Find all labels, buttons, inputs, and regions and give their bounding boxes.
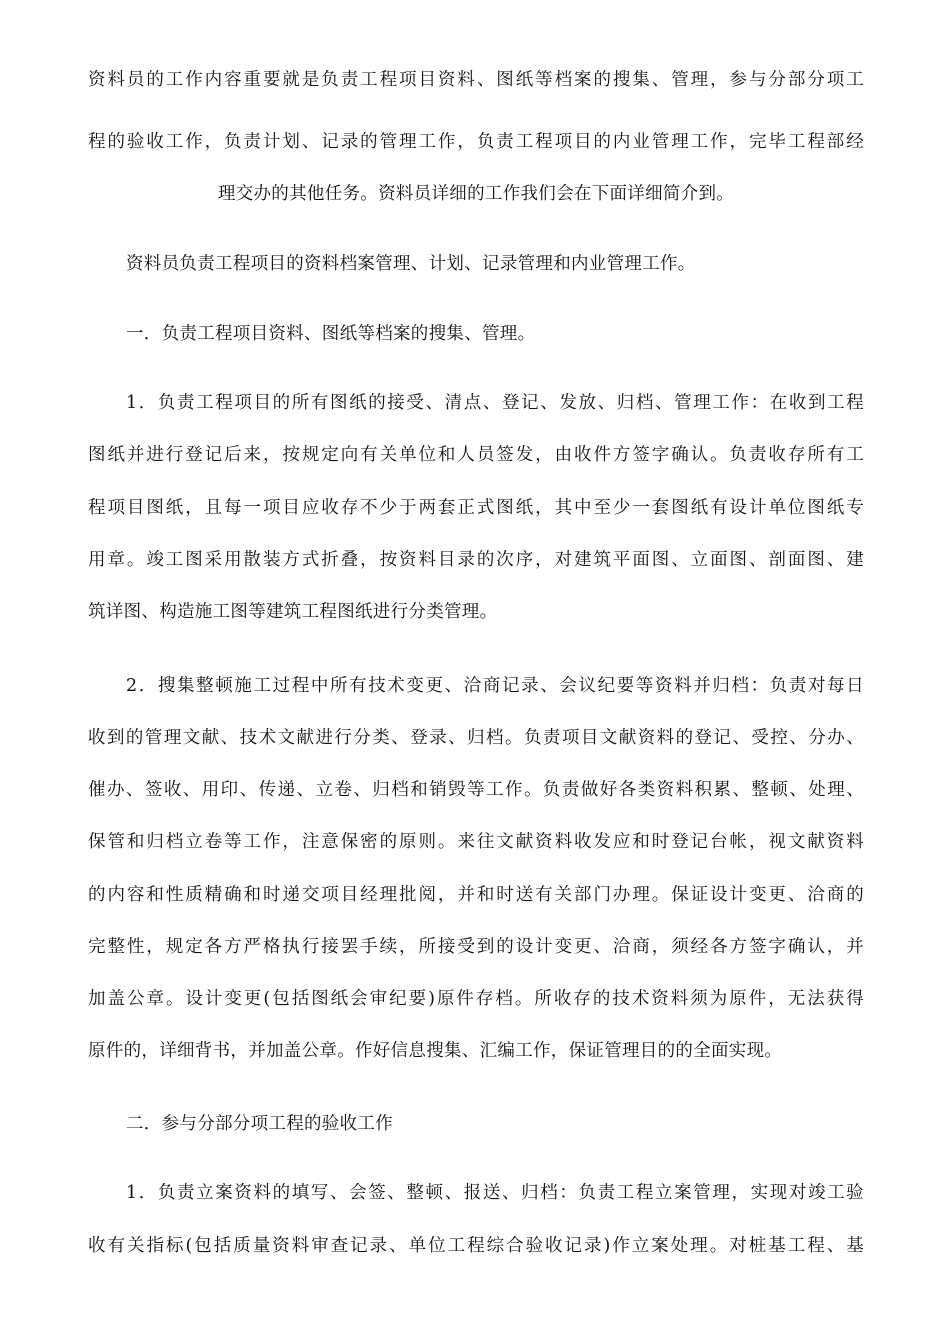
paragraph-line: 用章。竣工图采用散装方式折叠，按资料目录的次序，对建筑平面图、立面图、剖面图、建 bbox=[88, 550, 864, 570]
intro-line: 资料员的工作内容重要就是负责工程项目资料、图纸等档案的搜集、管理，参与分部分项工 bbox=[88, 70, 864, 90]
paragraph-line: 原件的，详细背书，并加盖公章。作好信息搜集、汇编工作，保证管理目的的全面实现。 bbox=[88, 1041, 783, 1061]
section-heading: 二．参与分部分项工程的验收工作 bbox=[126, 1114, 393, 1134]
paragraph-line: 完整性，规定各方严格执行接罢手续，所接受到的设计变更、洽商，须经各方签字确认，并 bbox=[88, 937, 864, 957]
paragraph-line: 收有关指标(包括质量资料审查记录、单位工程综合验收记录)作立案处理。对桩基工程、基 bbox=[88, 1236, 864, 1256]
paragraph-line: 加盖公章。设计变更(包括图纸会审纪要)原件存档。所收存的技术资料须为原件，无法获得 bbox=[88, 989, 864, 1009]
paragraph-line: 保管和归档立卷等工作，注意保密的原则。来往文献资料收发应和时登记台帐，视文献资料 bbox=[88, 832, 864, 852]
paragraph-line: 催办、签收、用印、传递、立卷、归档和销毁等工作。负责做好各类资料积累、整顿、处理、 bbox=[88, 780, 864, 800]
section-heading: 一．负责工程项目资料、图纸等档案的搜集、管理。 bbox=[126, 324, 536, 344]
paragraph-line: 的内容和性质精确和时递交项目经理批阅，并和时送有关部门办理。保证设计变更、洽商的 bbox=[88, 885, 864, 905]
intro-line: 程的验收工作，负责计划、记录的管理工作，负责工程项目的内业管理工作，完毕工程部经 bbox=[88, 132, 864, 152]
paragraph-line: 2．搜集整顿施工过程中所有技术变更、洽商记录、会议纪要等资料并归档：负责对每日 bbox=[126, 676, 864, 696]
paragraph-line: 1．负责立案资料的填写、会签、整顿、报送、归档：负责工程立案管理，实现对竣工验 bbox=[126, 1183, 864, 1203]
paragraph-line: 程项目图纸，且每一项目应收存不少于两套正式图纸，其中至少一套图纸有设计单位图纸专 bbox=[88, 498, 864, 518]
paragraph-line: 筑详图、构造施工图等建筑工程图纸进行分类管理。 bbox=[88, 602, 498, 622]
paragraph-line: 图纸并进行登记后来，按规定向有关单位和人员签发，由收件方签字确认。负责收存所有工 bbox=[88, 445, 864, 465]
intro-line: 理交办的其他任务。资料员详细的工作我们会在下面详细简介到。 bbox=[217, 184, 735, 204]
paragraph-line: 1．负责工程项目的所有图纸的接受、清点、登记、发放、归档、管理工作：在收到工程 bbox=[126, 393, 864, 413]
summary-line: 资料员负责工程项目的资料档案管理、计划、记录管理和内业管理工作。 bbox=[126, 254, 696, 274]
paragraph-line: 收到的管理文献、技术文献进行分类、登录、归档。负责项目文献资料的登记、受控、分办、 bbox=[88, 728, 864, 748]
